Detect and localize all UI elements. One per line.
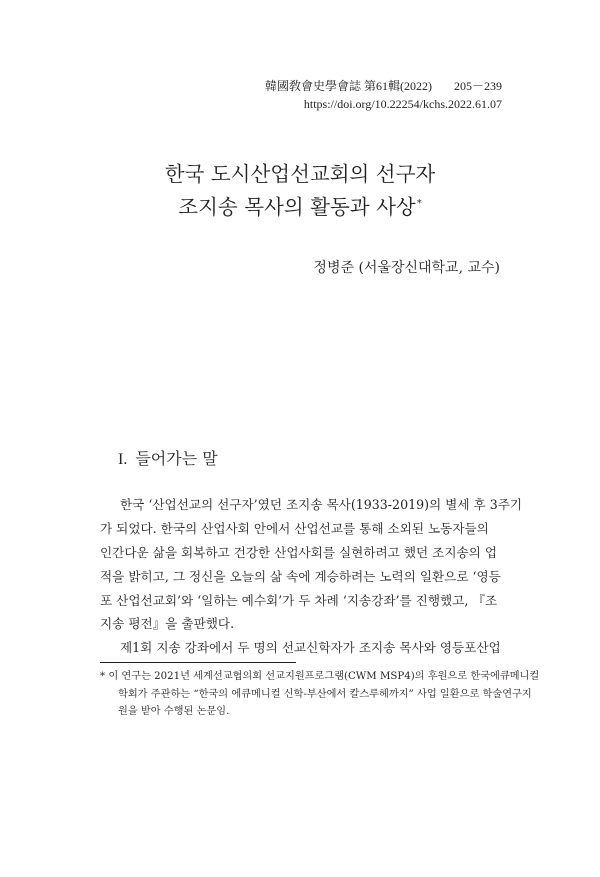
author-line xyxy=(313,258,500,278)
body-line: 가 되었다. 한국의 산업사회 안에서 산업선교를 통해 소외된 노동자들의 xyxy=(100,520,489,536)
body-line: 제1회 지송 강좌에서 두 명의 선교신학자가 조지송 목사와 영등포산업 xyxy=(120,640,501,656)
body-line: 적을 밝히고, 그 정신을 오늘의 삶 속에 계승하려는 노력의 일환으로 ‘영등 xyxy=(100,568,501,584)
footnote xyxy=(100,668,540,721)
page-range: 205－239 xyxy=(453,79,502,93)
journal-name: 韓國敎會史學會誌 第61輯(2022) xyxy=(264,79,432,93)
section-title: 들어가는 말 xyxy=(135,449,218,468)
body-line: 한국 ‘산업선교의 선구자’였던 조지송 목사(1933-2019)의 별세 후 3주기 xyxy=(120,497,523,512)
title-footnote-marker[interactable]: * xyxy=(416,198,422,209)
author-name: 정병준 xyxy=(313,260,354,276)
footnote-divider xyxy=(100,662,296,663)
title-line-2 xyxy=(0,189,600,222)
body-line: 인간다운 삶을 회복하고 건강한 산업사회를 실현하려고 했던 조지송의 업 xyxy=(100,544,497,560)
body-paragraphs xyxy=(100,493,523,660)
paper-title xyxy=(0,160,600,222)
footnote-line: 원을 받아 수행된 논문임. xyxy=(118,706,230,717)
section-heading xyxy=(118,448,218,471)
journal-header xyxy=(265,77,502,113)
body-line: 포 산업선교회’와 ‘일하는 예수회’가 두 차례 ‘지송강좌’를 진행했고, 『조 xyxy=(100,592,498,608)
journal-citation xyxy=(265,77,502,95)
doi-link[interactable]: https://doi.org/10.22254/kchs.2022.61.07 xyxy=(303,97,502,111)
title-line-1: 한국 도시산업선교회의 선구자 xyxy=(164,162,436,186)
section-number: I. xyxy=(118,451,128,468)
footnote-line: * 이 연구는 2021년 세계선교협의회 선교지원프로그램(CWM MSP4)의 후원으로 한국에큐메니컬 xyxy=(100,671,540,682)
body-line: 지송 평전』을 출판했다. xyxy=(100,616,235,632)
author-affiliation: (서울장신대학교, 교수) xyxy=(358,260,500,276)
title-line-2-text: 조지송 목사의 활동과 사상 xyxy=(178,194,416,219)
footnote-line: 학회가 주관하는 “한국의 에큐메니컬 신학-부산에서 칼스루헤까지” 사업 일환으로 학술연구지 xyxy=(118,688,532,700)
